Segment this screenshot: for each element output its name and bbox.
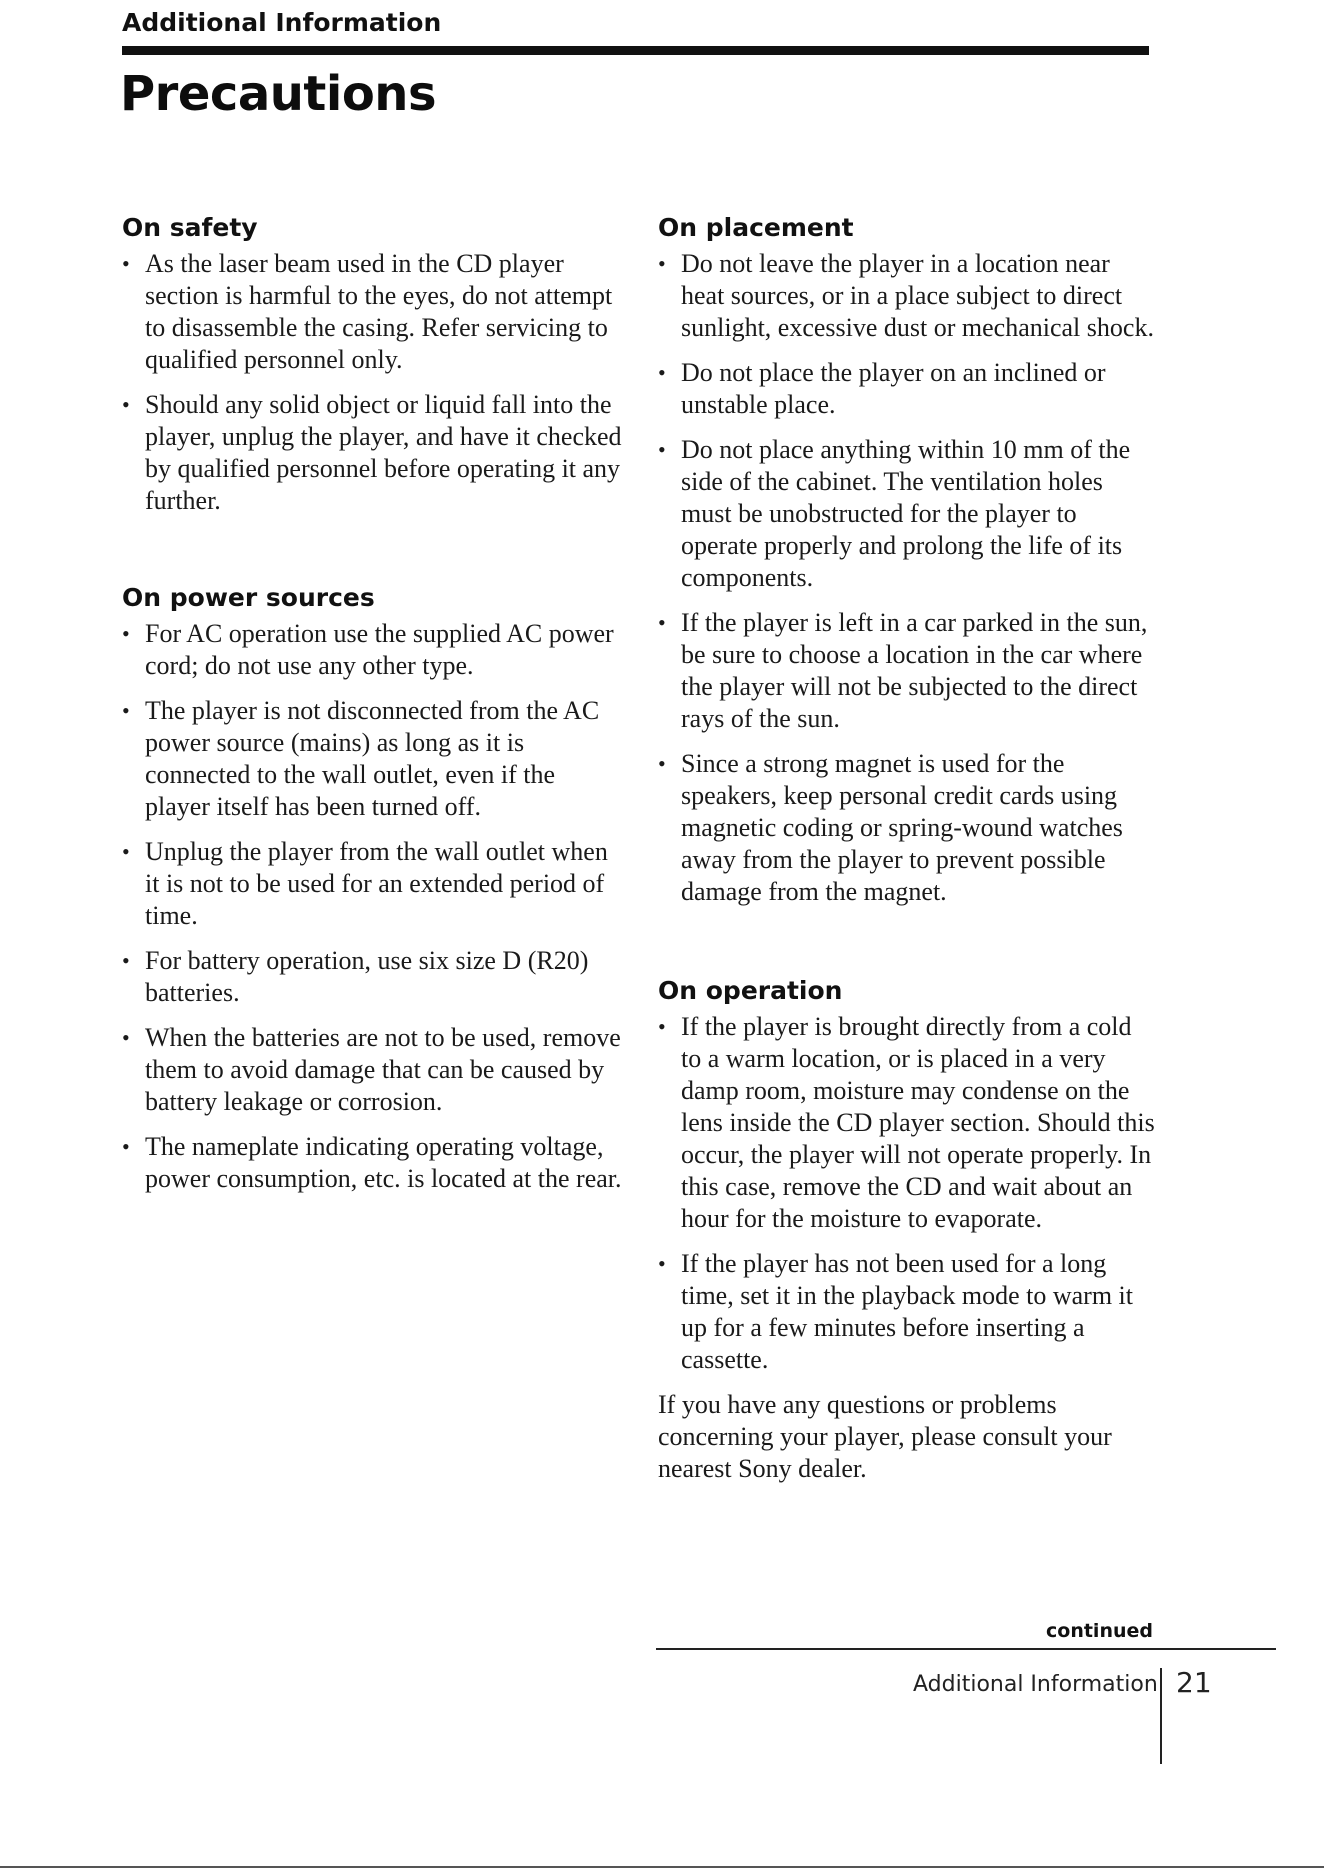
power-item-5: • When the batteries are not to be used, remove them to avoid damage that can be caused by battery leakage or corrosion.	[122, 1022, 622, 1118]
placement-list	[658, 248, 1158, 908]
page-title: Precautions	[120, 66, 437, 122]
power-item-4: • For battery operation, use six size D (R20) batteries.	[122, 945, 622, 1009]
footer-section-label: Additional Information	[913, 1672, 1158, 1697]
safety-heading: On safety	[122, 213, 258, 242]
power-item-3: • Unplug the player from the wall outlet when it is not to be used for an extended period of time.	[122, 836, 622, 932]
safety-list	[122, 248, 622, 517]
page-number: 21	[1176, 1666, 1212, 1699]
power-item-6: • The nameplate indicating operating voltage, power consumption, etc. is located at the rear.	[122, 1131, 622, 1195]
placement-item-3: • Do not place anything within 10 mm of the side of the cabinet. The ventilation holes must be unobstructed for the player to operate properly and prolong the life of its components.	[658, 434, 1158, 594]
safety-item-1: • As the laser beam used in the CD player section is harmful to the eyes, do not attempt to disassemble the casing. Refer servicing to qualified personnel only.	[122, 248, 622, 376]
operation-heading: On operation	[658, 976, 843, 1005]
footer-rule	[656, 1648, 1276, 1650]
page-bottom-edge	[0, 1866, 1324, 1868]
footer-divider	[1160, 1668, 1162, 1764]
operation-item-1: • If the player is brought directly from a cold to a warm location, or is placed in a very damp room, moisture may condense on the lens inside the CD player section. Should this occur, the player will not operate properly. In this case, remove the CD and wait about an hour for the moisture to evaporate.	[658, 1011, 1158, 1235]
right-column	[658, 208, 1158, 1485]
closing-paragraph: If you have any questions or problems concerning your player, please consult your nearest Sony dealer.	[658, 1390, 1112, 1483]
header-rule	[122, 46, 1149, 55]
power-heading: On power sources	[122, 583, 375, 612]
continued-label: continued	[1046, 1620, 1153, 1642]
operation-list	[658, 1011, 1158, 1376]
placement-item-2: • Do not place the player on an inclined or unstable place.	[658, 357, 1158, 421]
section-tag: Additional Information	[122, 8, 442, 37]
operation-item-2: • If the player has not been used for a long time, set it in the playback mode to warm it up for a few minutes before inserting a cassette.	[658, 1248, 1158, 1376]
placement-heading: On placement	[658, 213, 854, 242]
left-column	[122, 208, 622, 1208]
power-item-2: • The player is not disconnected from the AC power source (mains) as long as it is connected to the wall outlet, even if the player itself has been turned off.	[122, 695, 622, 823]
placement-item-1: • Do not leave the player in a location near heat sources, or in a place subject to direct sunlight, excessive dust or mechanical shock.	[658, 248, 1158, 344]
power-item-1: • For AC operation use the supplied AC power cord; do not use any other type.	[122, 618, 622, 682]
placement-item-5: • Since a strong magnet is used for the speakers, keep personal credit cards using magnetic coding or spring-wound watches away from the player to prevent possible damage from the magnet.	[658, 748, 1158, 908]
power-list	[122, 618, 622, 1195]
placement-item-4: • If the player is left in a car parked in the sun, be sure to choose a location in the car where the player will not be subjected to the direct rays of the sun.	[658, 607, 1158, 735]
safety-item-2: • Should any solid object or liquid fall into the player, unplug the player, and have it checked by qualified personnel before operating it any further.	[122, 389, 622, 517]
